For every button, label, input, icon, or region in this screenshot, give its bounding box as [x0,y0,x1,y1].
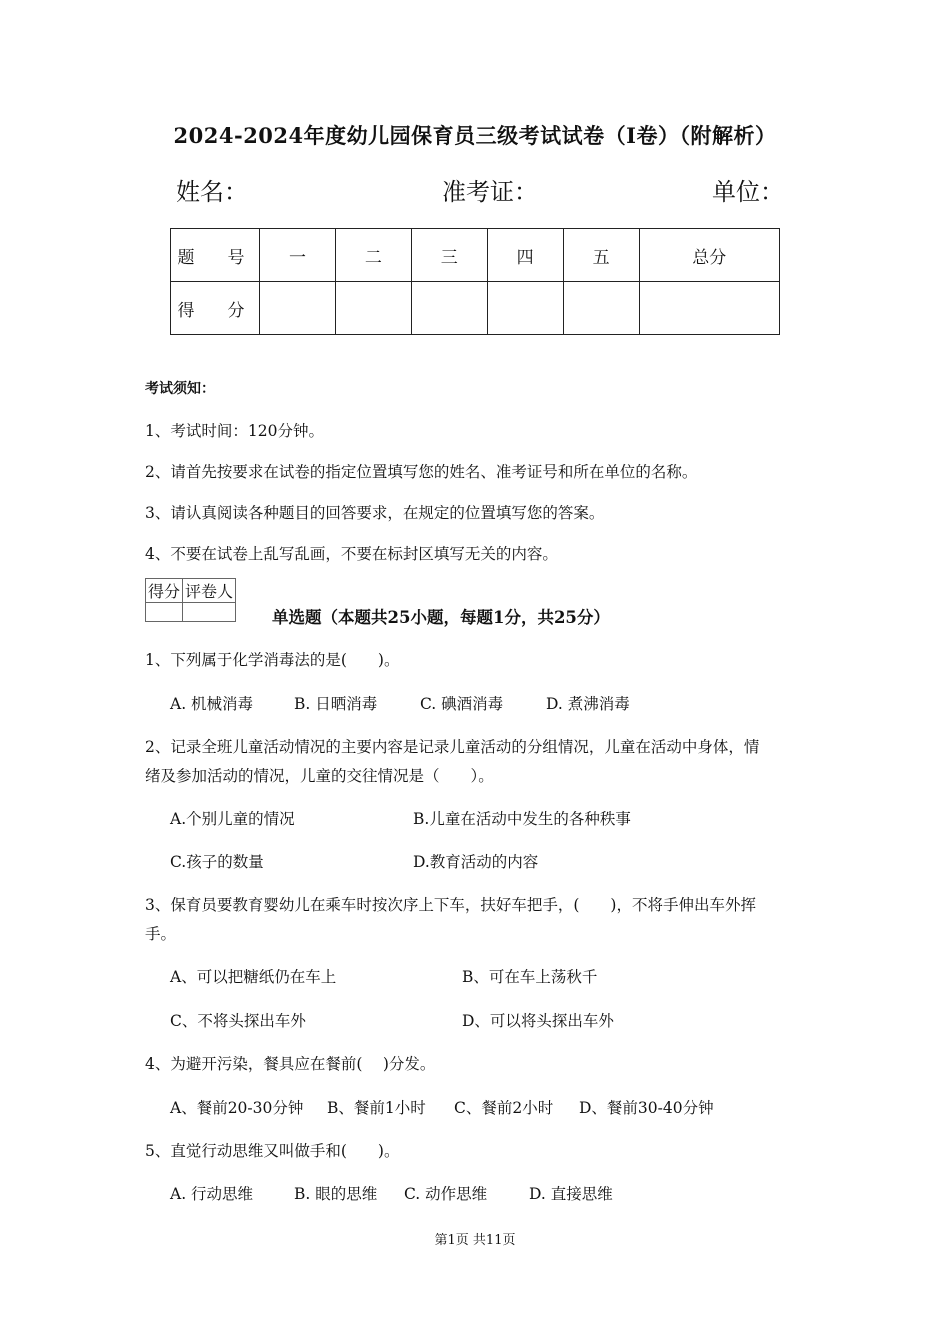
score-cell [260,282,336,335]
unit-label: 单位： [712,178,784,206]
option-b: B. 日晒消毒 [294,695,378,713]
question-stem: 3、保育员要教育婴幼儿在乘车时按次序上下车，扶好车把手，( )，不将手伸出车外挥 [145,896,756,914]
grader-name-label: 评卷人 [183,579,236,603]
score-cell [411,282,487,335]
grader-box [145,578,236,622]
notice-item: 3、请认真阅读各种题目的回答要求，在规定的位置填写您的答案。 [145,504,605,522]
option-c: C. 碘酒消毒 [420,695,504,713]
section-title: 单选题（本题共25小题，每题1分，共25分） [272,608,610,627]
option-a: A. 机械消毒 [170,695,254,713]
option-b: B. 眼的思维 [294,1185,378,1203]
question-stem-continued: 绪及参加活动的情况，儿童的交往情况是（ ）。 [145,767,494,785]
option-c: C. 动作思维 [404,1185,488,1203]
score-cell [563,282,639,335]
notice-item: 2、请首先按要求在试卷的指定位置填写您的姓名、准考证号和所在单位的名称。 [145,463,698,481]
option-a: A、可以把糖纸仍在车上 [170,968,337,986]
score-label: 得 分 [171,282,260,335]
question-stem-continued: 手。 [145,925,177,943]
total-header: 总分 [639,229,779,282]
option-c: C、餐前2小时 [454,1099,554,1117]
grader-name-cell [183,603,236,622]
option-d: D、可以将头探出车外 [462,1012,614,1030]
notice-item: 1、考试时间：120分钟。 [145,422,324,440]
score-cell [639,282,779,335]
option-d: D. 煮沸消毒 [546,695,630,713]
question-stem: 4、为避开污染，餐具应在餐前( )分发。 [145,1055,436,1073]
score-cell [487,282,563,335]
score-table-header-row [171,229,780,282]
question-stem: 2、记录全班儿童活动情况的主要内容是记录儿童活动的分组情况，儿童在活动中身体，情 [145,738,760,756]
score-cell [335,282,411,335]
option-d: D、餐前30-40分钟 [579,1099,714,1117]
notice-item: 4、不要在试卷上乱写乱画，不要在标封区填写无关的内容。 [145,545,558,563]
section-four-header: 四 [487,229,563,282]
option-a: A、餐前20-30分钟 [170,1099,304,1117]
section-one-header: 一 [260,229,336,282]
exam-number-label: 准考证： [442,178,538,206]
name-label: 姓名： [176,178,248,206]
section-three-header: 三 [411,229,487,282]
option-a: A.个别儿童的情况 [170,810,295,828]
option-d: D.教育活动的内容 [413,853,539,871]
option-b: B.儿童在活动中发生的各种秩事 [413,810,631,828]
section-five-header: 五 [563,229,639,282]
score-table [170,228,780,335]
option-d: D. 直接思维 [529,1185,613,1203]
question-number-label: 题 号 [171,229,260,282]
option-c: C、不将头探出车外 [170,1012,306,1030]
score-table-score-row [171,282,780,335]
page-title: 2024-2024年度幼儿园保育员三级考试试卷（I卷）（附解析） [173,123,777,148]
question-stem: 5、直觉行动思维又叫做手和( )。 [145,1142,400,1160]
option-a: A. 行动思维 [170,1185,254,1203]
question-stem: 1、下列属于化学消毒法的是( )。 [145,651,400,669]
grader-score-label: 得分 [146,579,183,603]
grader-score-cell [146,603,183,622]
option-c: C.孩子的数量 [170,853,264,871]
option-b: B、餐前1小时 [327,1099,426,1117]
notice-title: 考试须知： [145,381,215,397]
section-two-header: 二 [335,229,411,282]
option-b: B、可在车上荡秋千 [462,968,598,986]
page-footer: 第1页 共11页 [434,1233,516,1248]
